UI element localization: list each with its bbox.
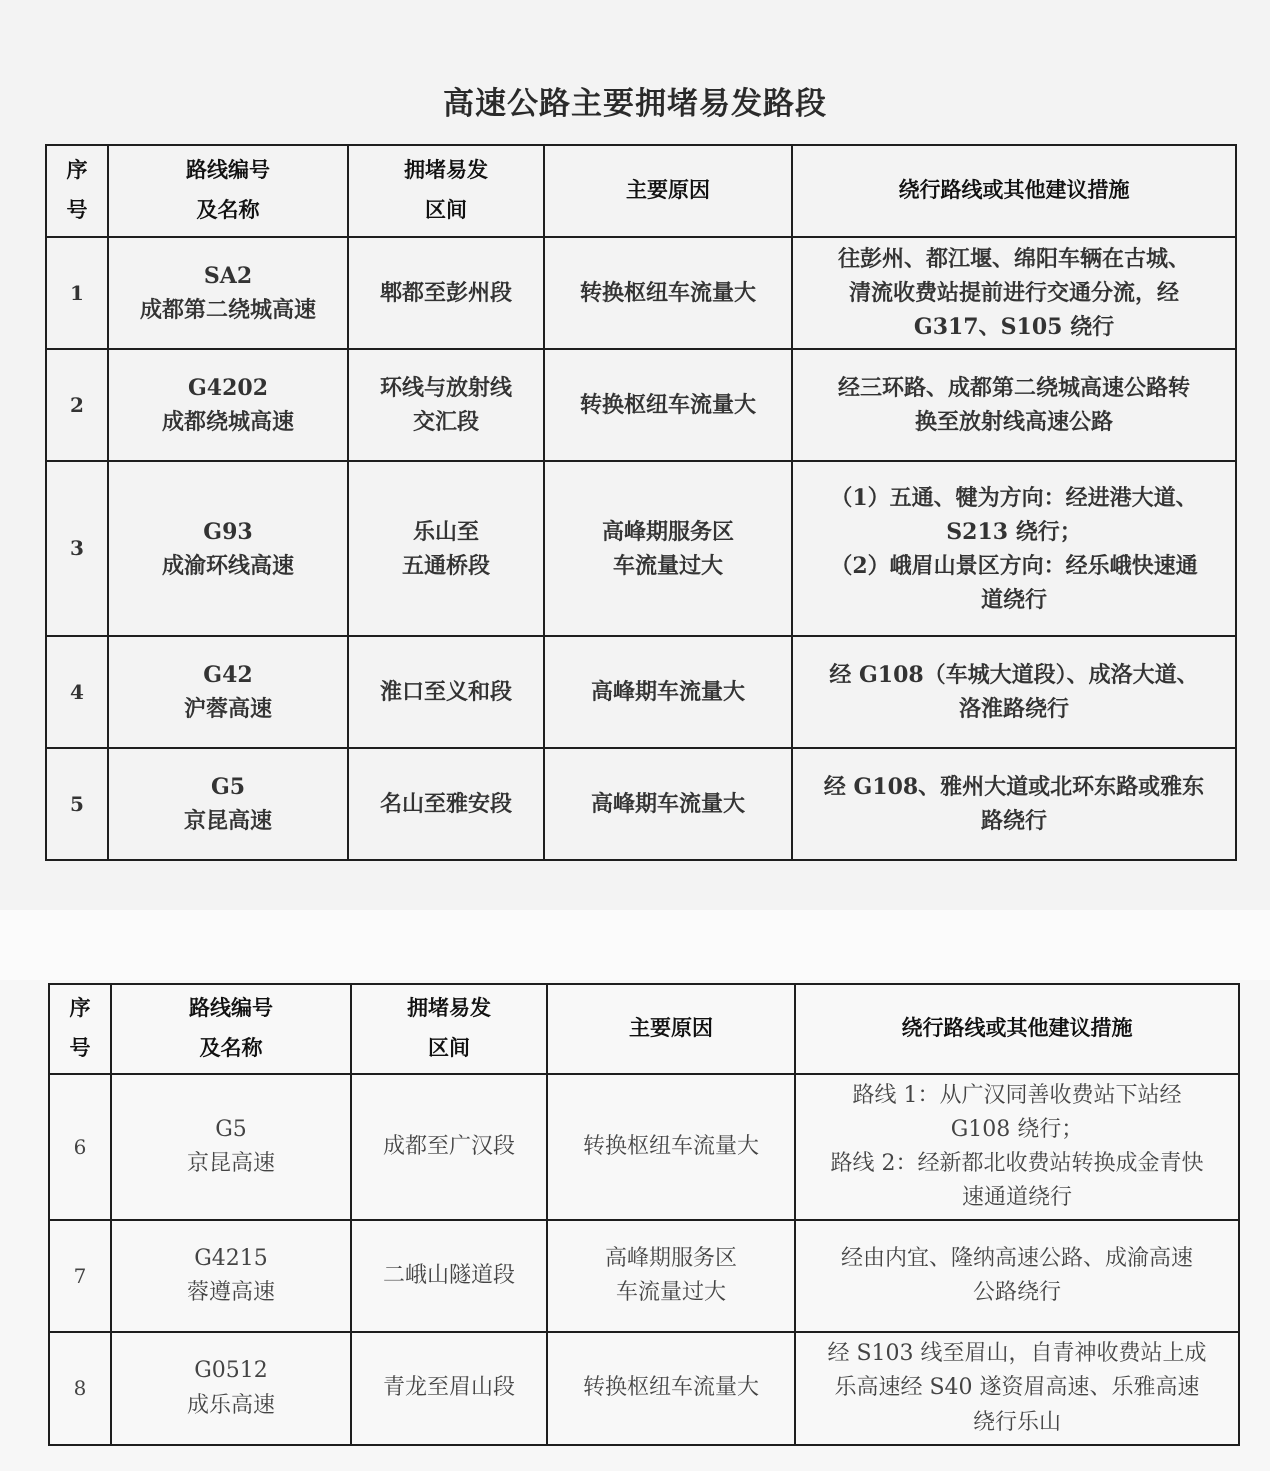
cell-reason: 高峰期服务区 车流量过大 xyxy=(544,461,792,636)
header-section: 拥堵易发 区间 xyxy=(351,984,547,1074)
header-reason: 主要原因 xyxy=(547,984,795,1074)
cell-route: G5 京昆高速 xyxy=(111,1074,351,1220)
table-row xyxy=(46,349,1236,461)
table-header-row xyxy=(46,145,1236,237)
cell-section: 乐山至 五通桥段 xyxy=(348,461,544,636)
cell-section: 郫都至彭州段 xyxy=(348,237,544,349)
cell-idx: 1 xyxy=(46,237,108,349)
cell-section: 名山至雅安段 xyxy=(348,748,544,860)
table-row xyxy=(49,1074,1239,1220)
page-gap xyxy=(0,910,1270,980)
cell-section: 环线与放射线 交汇段 xyxy=(348,349,544,461)
header-route: 路线编号 及名称 xyxy=(111,984,351,1074)
cell-section: 二峨山隧道段 xyxy=(351,1220,547,1332)
cell-section: 淮口至义和段 xyxy=(348,636,544,748)
table-row xyxy=(49,1220,1239,1332)
cell-section: 成都至广汉段 xyxy=(351,1074,547,1220)
cell-route: SA2 成都第二绕城高速 xyxy=(108,237,348,349)
table-header-row xyxy=(49,984,1239,1074)
cell-idx: 5 xyxy=(46,748,108,860)
cell-idx: 6 xyxy=(49,1074,111,1220)
cell-idx: 8 xyxy=(49,1332,111,1444)
cell-route: G5 京昆高速 xyxy=(108,748,348,860)
header-detour: 绕行路线或其他建议措施 xyxy=(792,145,1236,237)
cell-idx: 4 xyxy=(46,636,108,748)
cell-route: G4215 蓉遵高速 xyxy=(111,1220,351,1332)
cell-idx: 3 xyxy=(46,461,108,636)
cell-route: G42 沪蓉高速 xyxy=(108,636,348,748)
cell-idx: 2 xyxy=(46,349,108,461)
cell-route: G0512 成乐高速 xyxy=(111,1332,351,1444)
cell-detour: 经由内宜、隆纳高速公路、成渝高速 公路绕行 xyxy=(795,1220,1239,1332)
table-row xyxy=(46,237,1236,349)
cell-detour: （1）五通、犍为方向：经进港大道、 S213 绕行； （2）峨眉山景区方向：经乐峨快速通 道绕行 xyxy=(792,461,1236,636)
cell-route: G93 成渝环线高速 xyxy=(108,461,348,636)
header-idx: 序 号 xyxy=(46,145,108,237)
cell-detour: 经三环路、成都第二绕城高速公路转 换至放射线高速公路 xyxy=(792,349,1236,461)
cell-section: 青龙至眉山段 xyxy=(351,1332,547,1444)
page-title: 高速公路主要拥堵易发路段 xyxy=(443,86,827,122)
cell-detour: 经 G108、雅州大道或北环东路或雅东 路绕行 xyxy=(792,748,1236,860)
cell-detour: 经 G108（车城大道段）、成洛大道、 洛淮路绕行 xyxy=(792,636,1236,748)
cell-reason: 转换枢纽车流量大 xyxy=(547,1074,795,1220)
congestion-table-2 xyxy=(48,983,1240,1446)
header-detour: 绕行路线或其他建议措施 xyxy=(795,984,1239,1074)
table-row xyxy=(46,748,1236,860)
cell-reason: 转换枢纽车流量大 xyxy=(547,1332,795,1444)
table-row xyxy=(46,636,1236,748)
table-row xyxy=(49,1332,1239,1444)
cell-detour: 路线 1：从广汉同善收费站下站经 G108 绕行； 路线 2：经新都北收费站转换成金青快 速通道绕行 xyxy=(795,1074,1239,1220)
header-route: 路线编号 及名称 xyxy=(108,145,348,237)
cell-reason: 转换枢纽车流量大 xyxy=(544,349,792,461)
cell-reason: 转换枢纽车流量大 xyxy=(544,237,792,349)
cell-idx: 7 xyxy=(49,1220,111,1332)
table-row xyxy=(46,461,1236,636)
cell-route: G4202 成都绕城高速 xyxy=(108,349,348,461)
cell-detour: 经 S103 线至眉山，自青神收费站上成 乐高速经 S40 遂资眉高速、乐雅高速 绕行乐山 xyxy=(795,1332,1239,1444)
table-2-body xyxy=(49,1074,1239,1445)
cell-reason: 高峰期车流量大 xyxy=(544,748,792,860)
header-section: 拥堵易发 区间 xyxy=(348,145,544,237)
cell-detour: 往彭州、都江堰、绵阳车辆在古城、 清流收费站提前进行交通分流，经 G317、S105 绕行 xyxy=(792,237,1236,349)
header-idx: 序 号 xyxy=(49,984,111,1074)
cell-reason: 高峰期服务区 车流量过大 xyxy=(547,1220,795,1332)
congestion-table-1 xyxy=(45,144,1237,861)
cell-reason: 高峰期车流量大 xyxy=(544,636,792,748)
header-reason: 主要原因 xyxy=(544,145,792,237)
table-1-body xyxy=(46,237,1236,860)
